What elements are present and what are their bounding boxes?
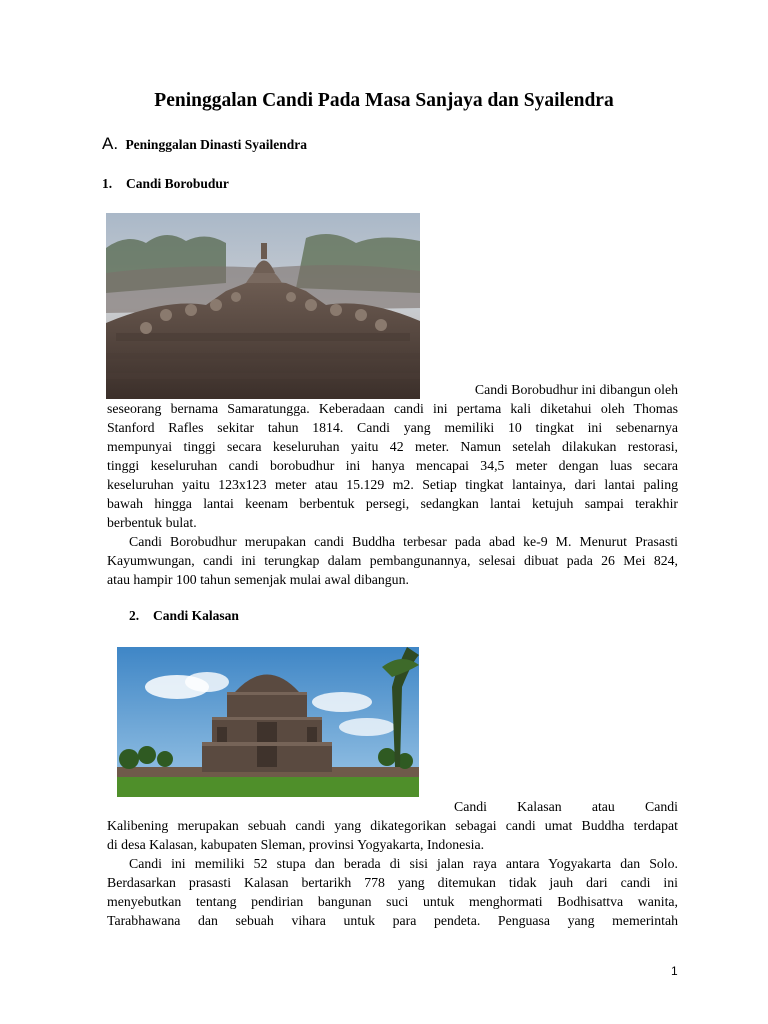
section-heading-a — [102, 134, 307, 154]
text-line: Candi Borobudhur ini dibangun oleh — [474, 382, 678, 397]
text-line: di desa Kalasan, kabupaten Sleman, provinsi Yogyakarta, Indonesia. — [107, 837, 485, 852]
borobudur-paragraph-1 — [107, 380, 678, 532]
text-line: Berdasarkan prasasti Kalasan bertarikh 778 yang ditemukan tidak jauh dari candi ini — [107, 875, 678, 890]
kalasan-paragraph-1 — [107, 797, 678, 854]
borobudur-paragraph-2 — [107, 532, 678, 589]
item-heading-kalasan — [129, 608, 239, 624]
text-line: mempunyai tinggi secara keseluruhan yaitu 42 meter. Namun setelah dilakukan restorasi, — [107, 439, 678, 454]
item-title: Candi Kalasan — [153, 608, 239, 623]
text-line: seseorang bernama Samaratungga. Keberadaan candi ini pertama kali diketahui oleh Thomas — [107, 401, 678, 416]
text-line: Candi Borobudhur merupakan candi Buddha terbesar pada abad ke-9 M. Menurut Prasasti — [129, 534, 678, 549]
text-line: Kayumwungan, candi ini terungkap dalam pembangunannya, selesai dibuat pada 26 Mei 824, — [107, 553, 678, 568]
page-title: Peninggalan Candi Pada Masa Sanjaya dan Syailendra — [154, 90, 614, 111]
item-number: 2. — [129, 608, 140, 623]
text-line: Stanford Rafles sekitar tahun 1814. Candi yang memiliki 10 tingkat ini sebenarnya — [107, 420, 678, 435]
item-heading-borobudur — [102, 176, 229, 192]
text-line: Tarabhawana dan sebuah vihara untuk para pendeta. Penguasa yang memerintah — [107, 913, 678, 928]
text-line: tinggi keseluruhan candi borobudhur ini hanya mencapai 34,5 meter dengan luas secara — [107, 458, 678, 473]
section-label: Peninggalan Dinasti Syailendra — [125, 137, 307, 152]
borobudur-photo — [106, 213, 420, 399]
page-number: 1 — [671, 964, 678, 978]
kalasan-photo — [117, 647, 419, 797]
text-line: Candi ini memiliki 52 stupa dan berada di sisi jalan raya antara Yogyakarta dan Solo. — [129, 856, 678, 871]
text-line: berbentuk bulat. — [107, 515, 197, 530]
item-title: Candi Borobudur — [126, 176, 229, 191]
text-line: Candi Kalasan atau Candi — [454, 799, 678, 814]
kalasan-paragraph-2 — [107, 854, 678, 930]
text-line: atau hampir 100 tahun semenjak mulai awal dibangun. — [107, 572, 409, 587]
text-line: Kalibening merupakan sebuah candi yang dikategorikan sebagai candi umat Buddha terdapat — [107, 818, 678, 833]
item-number: 1. — [102, 176, 113, 191]
text-line: keseluruhan yaitu 123x123 meter atau 15.129 m2. Setiap tingkat lantainya, dari lantai paling — [107, 477, 678, 492]
text-line: bawah hingga lantai keenam berbentuk persegi, sedangkan lantai ketujuh sampai terakhir — [107, 496, 678, 511]
text-line: menyebutkan tentang pendirian bangunan suci untuk menghormati Bodhisattva wanita, — [107, 894, 678, 909]
section-letter: A. — [102, 134, 119, 153]
